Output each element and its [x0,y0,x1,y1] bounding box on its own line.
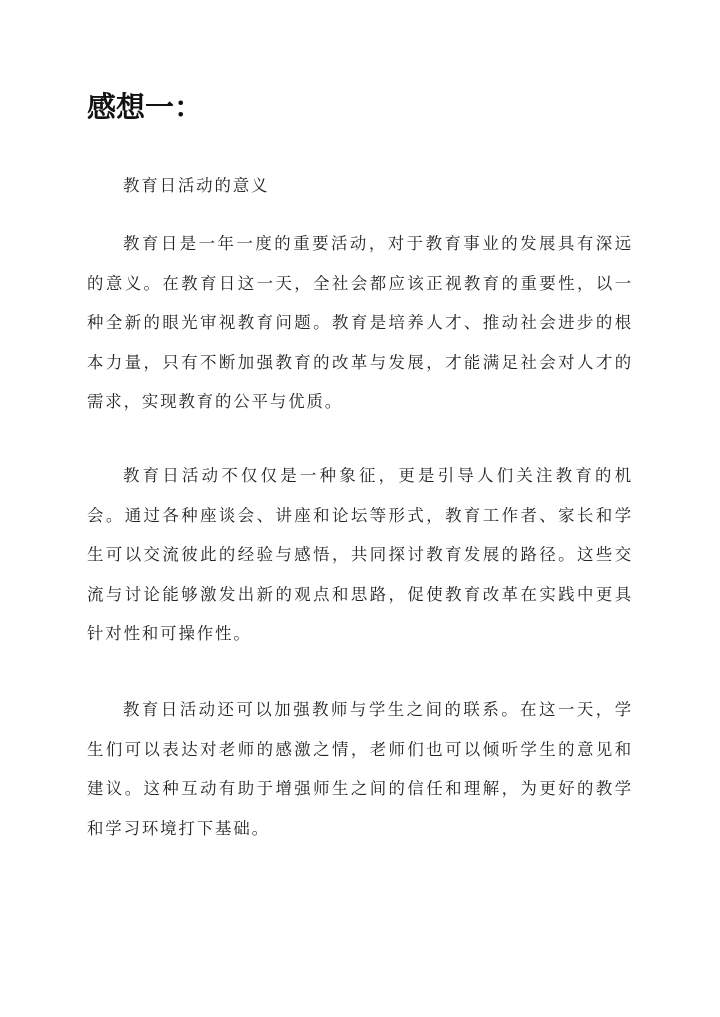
paragraph-1: 教育日是一年一度的重要活动，对于教育事业的发展具有深远的意义。在教育日这一天，全社会都应该正视教育的重要性，以一种全新的眼光审视教育问题。教育是培养人才、推动社会进步的根本力量，只有不断加强教育的改革与发展，才能满足社会对人才的需求，实现教育的公平与优质。 [87,234,633,411]
paragraph-2: 教育日活动不仅仅是一种象征，更是引导人们关注教育的机会。通过各种座谈会、讲座和论坛等形式，教育工作者、家长和学生可以交流彼此的经验与感悟，共同探讨教育发展的路径。这些交流与讨论能够激发出新的观点和思路，促使教育改革在实践中更具针对性和可操作性。 [87,466,633,643]
paragraph-3: 教育日活动还可以加强教师与学生之间的联系。在这一天，学生们可以表达对老师的感激之情，老师们也可以倾听学生的意见和建议。这种互动有助于增强师生之间的信任和理解，为更好的教学和学习环境打下基础。 [87,700,633,838]
essay-subtitle: 教育日活动的意义 [123,176,270,195]
section-heading: 感想一： [87,90,204,124]
